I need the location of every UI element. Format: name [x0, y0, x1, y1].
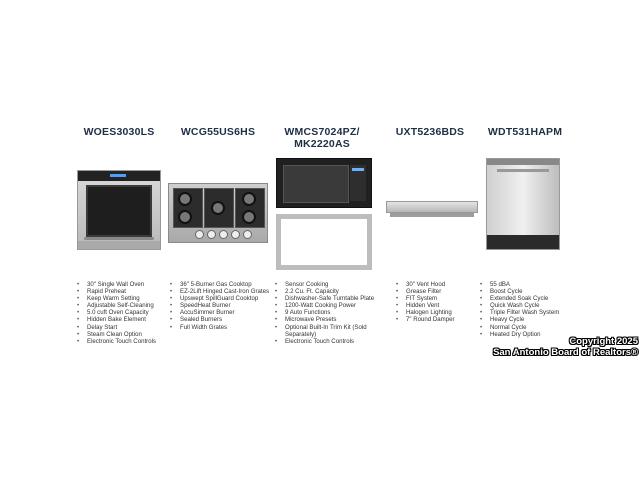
gas-cooktop-image [168, 183, 268, 243]
feature-list-dishwasher [480, 281, 562, 338]
feature-item: • Electronic Touch Controls [275, 338, 379, 345]
feature-item: • Adjustable Self-Cleaning [77, 302, 156, 309]
feature-item: • Boost Cycle [480, 288, 562, 295]
feature-item: • Microwave Presets [275, 316, 379, 323]
copyright-watermark [493, 336, 638, 358]
feature-item: • 30" Single Wall Oven [77, 281, 156, 288]
feature-item: • Extended Soak Cycle [480, 295, 562, 302]
microwave-with-trim-kit-image [276, 158, 372, 270]
feature-item: • 5.0 cuft Oven Capacity [77, 309, 156, 316]
wall-oven-image [77, 170, 161, 250]
feature-item: • Keep Warm Setting [77, 295, 156, 302]
feature-item: • Heated Dry Option [480, 331, 562, 338]
feature-item: • 9 Auto Functions [275, 309, 379, 316]
feature-item: • SpeedHeat Burner [170, 302, 272, 309]
model-title-hood: UXT5236BDS [395, 126, 465, 138]
microwave-image [276, 158, 372, 208]
feature-item: • AccuSimmer Burner [170, 309, 272, 316]
feature-item: • Dishwasher-Safe Turntable Plate [275, 295, 379, 302]
feature-item: • Quick Wash Cycle [480, 302, 562, 309]
model-title-cooktop: WCG55US6HS [180, 126, 256, 138]
model-title-oven: WOES3030LS [83, 126, 155, 138]
feature-item: • Rapid Preheat [77, 288, 156, 295]
feature-item: • 7" Round Damper [396, 316, 455, 323]
feature-item: • Triple Filter Wash System [480, 309, 562, 316]
feature-item: • Sealed Burners [170, 316, 272, 323]
dishwasher-image [486, 158, 560, 250]
feature-item: • 30" Vent Hood [396, 281, 455, 288]
feature-list-oven [77, 281, 156, 345]
model-title-dishwasher: WDT531HAPM [487, 126, 563, 138]
copyright-line: Copyright 2025 [569, 336, 638, 347]
feature-list-microwave [275, 281, 379, 345]
feature-item: • EZ-2Lift Hinged Cast-Iron Grates [170, 288, 272, 295]
feature-item: • Halogen Lighting [396, 309, 455, 316]
feature-item: • Normal Cycle [480, 324, 562, 331]
feature-item: • Hidden Bake Element [77, 316, 156, 323]
feature-list-cooktop [170, 281, 272, 331]
feature-item: • Delay Start [77, 324, 156, 331]
feature-item: • Full Width Grates [170, 324, 272, 331]
feature-item: • Electronic Touch Controls [77, 338, 156, 345]
feature-item: • Heavy Cycle [480, 316, 562, 323]
vent-hood-image [386, 201, 478, 219]
feature-item: • Steam Clean Option [77, 331, 156, 338]
feature-item: • Optional Built-In Trim Kit (Sold Separately) [275, 324, 379, 338]
feature-item: • FIT System [396, 295, 455, 302]
feature-item: • Upswept SpillGuard Cooktop [170, 295, 272, 302]
trim-kit-image [276, 214, 372, 270]
feature-item: • Sensor Cooking [275, 281, 379, 288]
feature-item: • 1200-Watt Cooking Power [275, 302, 379, 309]
feature-item: • Grease Filter [396, 288, 455, 295]
feature-item: • 2.2 Cu. Ft. Capacity [275, 288, 379, 295]
feature-item: • Hidden Vent [396, 302, 455, 309]
feature-item: • 55 dBA [480, 281, 562, 288]
board-name-line: San Antonio Board of Realtors® [493, 347, 638, 358]
feature-list-hood [396, 281, 455, 324]
model-title-microwave: WMCS7024PZ/ MK2220AS [284, 126, 360, 150]
feature-item: • 36" 5-Burner Gas Cooktop [170, 281, 272, 288]
